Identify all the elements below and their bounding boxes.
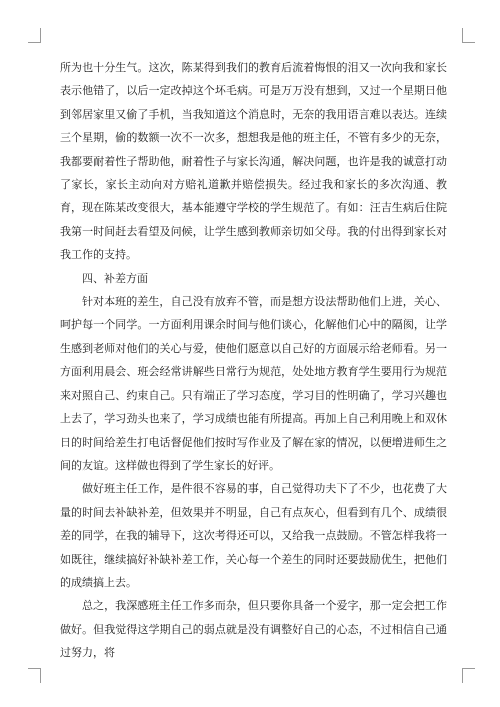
crop-mark-bottom-right	[462, 668, 475, 683]
crop-mark-top-left	[28, 28, 41, 43]
section-heading: 四、补差方面	[82, 271, 148, 285]
paragraph-continuation: 所为也十分生气。这次，陈某得到我们的教育后流着悔恨的泪又一次向我和家长表示他错了，以后一定改掉这个坏毛病。可是万万没有想到，又过一个星期日他到邻居家里又偷了手机，当我知道这个消息时，无奈的我用语言难以表达。连续三个星期，偷的数额一次不一次多，想想我是他的班主任，不管有多少的无奈，我都要耐着性子帮助他，耐着性子与家长沟通，解决问题，也许是我的诚意打动了家长，家长主动向对方赔礼道歉并赔偿损失。经过我和家长的多次沟通、教育，现在陈某改变很大，基本能遵守学校的学生规范了。有如：汪吉生病后住院我第一时间赶去看望及问候，让学生感到教师亲切如父母。我的付出得到家长对我工作的支持。	[60, 61, 447, 262]
crop-mark-top-right	[462, 28, 475, 43]
paragraph-remedial: 针对本班的差生，自己没有放弃不管，而是想方设法帮助他们上进，关心、呵护每一个同学。一方面利用课余时间与他们谈心，化解他们心中的隔阂，让学生感到老师对他们的关心与爱，使他们愿意以自己好的方面展示给老师看。另一方面利用晨会、班会经常讲解些日常行为规范，处处地方教育学生要用行为规范来对照自己、约束自己。只有端正了学习态度，学习目的性明确了，学习兴趣也上去了，学习劲头也来了，学习成绩也能有所提高。再加上自己利用晚上和双休日的时间给差生打电话督促他们按时写作业及了解在家的情况，以便增进师生之间的友谊。这样做也得到了学生家长的好评。	[60, 295, 447, 472]
paragraph-summary: 总之，我深感班主任工作多而杂，但只要你具备一个爱字，那一定会把工作做好。但我觉得这学期自己的弱点就是没有调整好自己的心态，不过相信自己通过努力，将	[60, 599, 447, 660]
crop-mark-bottom-left	[28, 668, 41, 683]
document-body	[60, 56, 447, 665]
paragraph-effort: 做好班主任工作，是件很不容易的事，自己觉得功夫下了不少，也花费了大量的时间去补缺补差，但效果并不明显，自己有点灰心，但看到有几个、成绩很差的同学，在我的辅导下，这次考得还可以，又给我一点鼓励。不管怎样我将一如既往，继续搞好补缺补差工作，关心每一个差生的同时还要鼓励优生，把他们的成绩搞上去。	[60, 482, 447, 589]
